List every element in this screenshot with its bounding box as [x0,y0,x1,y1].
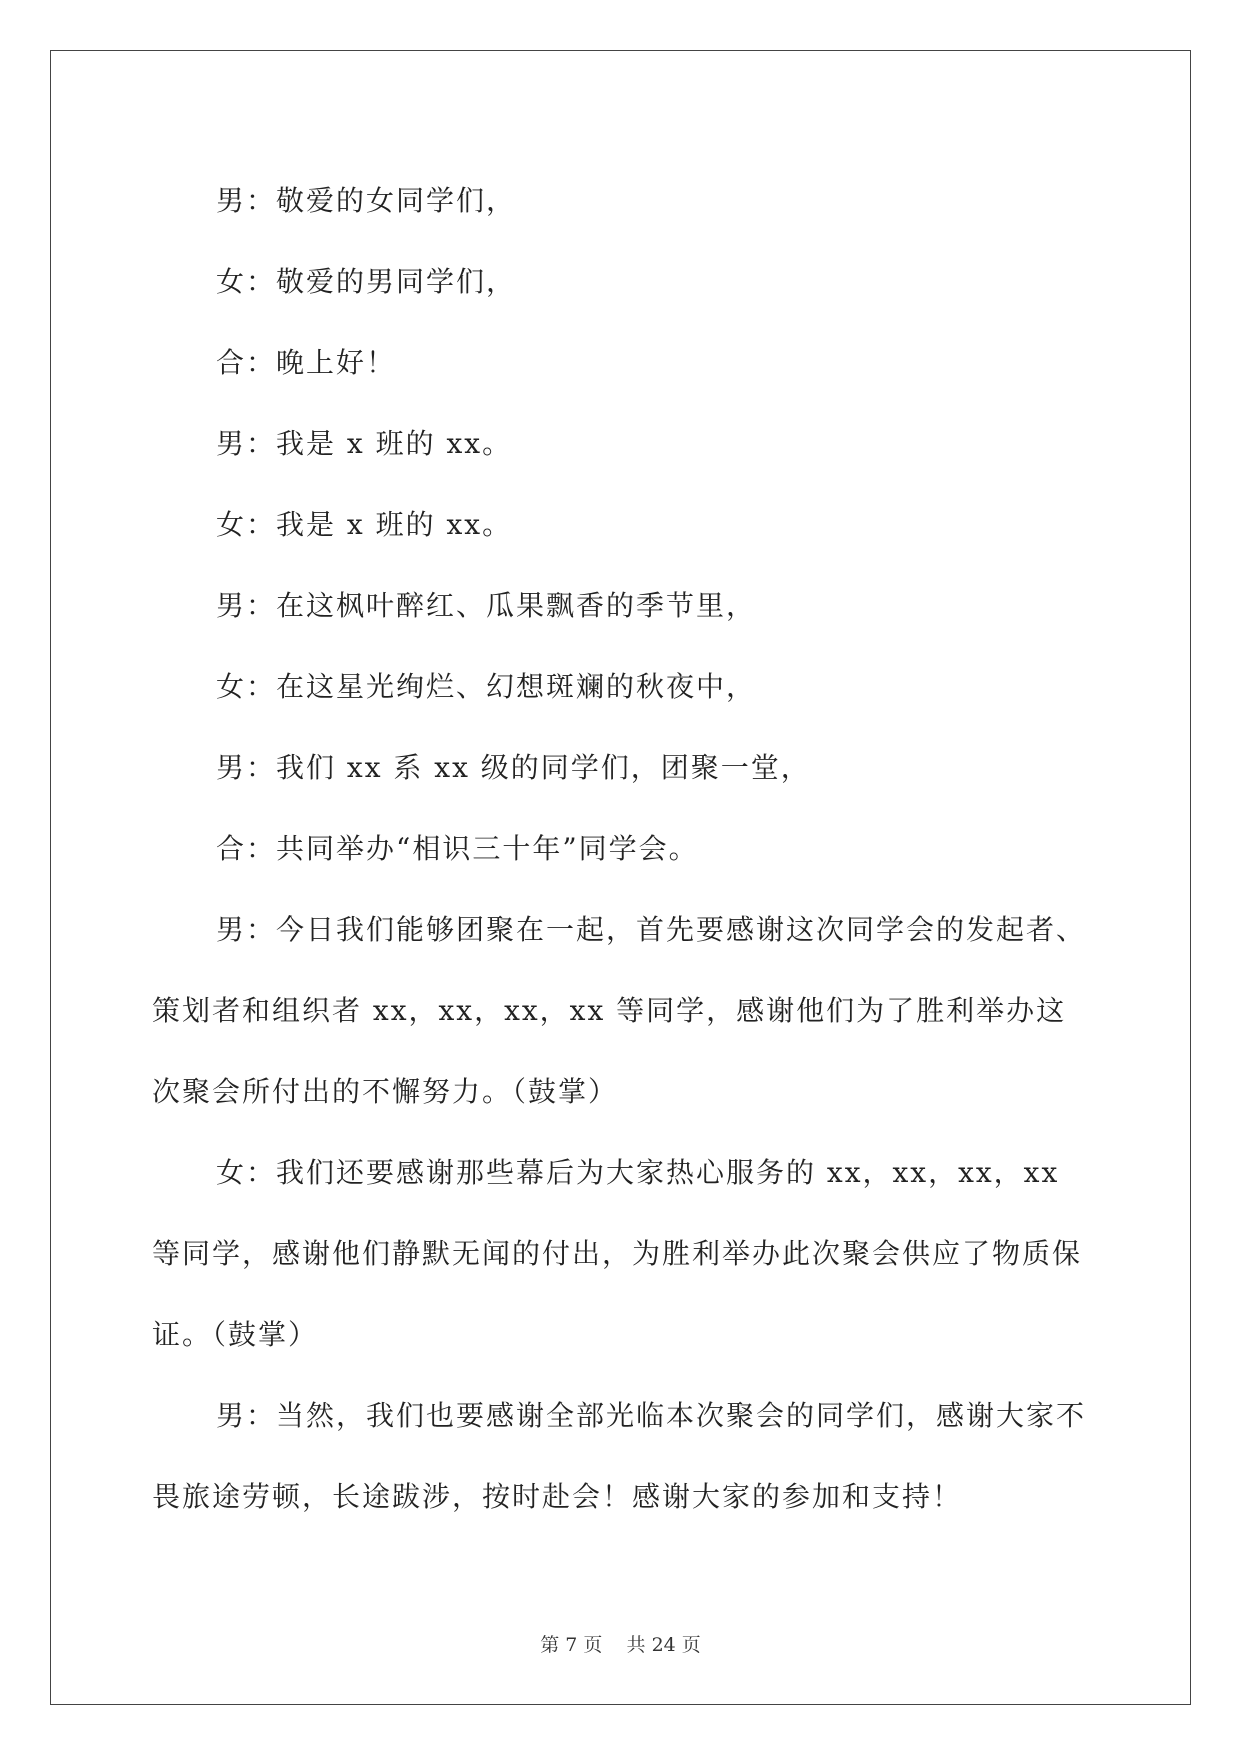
page-total: 共 24 页 [626,1634,701,1656]
paragraph: 男：今日我们能够团聚在一起，首先要感谢这次同学会的发起者、策划者和组织者 xx，xx，xx，xx 等同学，感谢他们为了胜利举办这次聚会所付出的不懈努力。（鼓掌） [152,913,1087,1108]
paragraph: 男：在这枫叶醉红、瓜果飘香的季节里， [216,589,757,622]
paragraph: 合：共同举办“相识三十年”同学会。 [216,832,699,865]
paragraph: 女：我们还要感谢那些幕后为大家热心服务的 xx，xx，xx，xx 等同学，感谢他们静默无闻的付出，为胜利举办此次聚会供应了物质保证。（鼓掌） [152,1156,1083,1351]
paragraph: 男：我是 x 班的 xx。 [216,427,513,460]
page-number: 第 7 页 [540,1634,603,1656]
document-body [152,160,1092,1537]
paragraph: 男：敬爱的女同学们， [216,184,517,217]
paragraph: 女：在这星光绚烂、幻想斑斓的秋夜中， [216,670,757,703]
paragraph: 合：晚上好！ [216,346,397,379]
page-footer [0,1630,1241,1657]
paragraph: 女：我是 x 班的 xx。 [216,508,513,541]
paragraph: 男：当然，我们也要感谢全部光临本次聚会的同学们，感谢大家不畏旅途劳顿，长途跋涉，按时赴会！感谢大家的参加和支持！ [152,1399,1087,1513]
paragraph: 女：敬爱的男同学们， [216,265,517,298]
paragraph: 男：我们 xx 系 xx 级的同学们，团聚一堂， [216,751,811,784]
